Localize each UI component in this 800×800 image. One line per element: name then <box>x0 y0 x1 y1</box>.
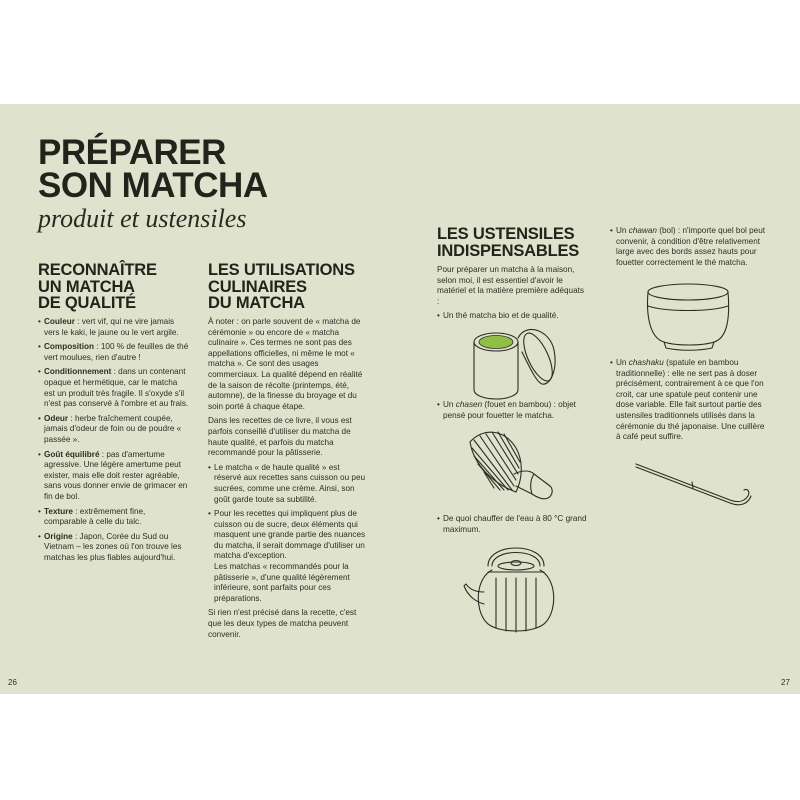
heading-quality <box>38 262 157 312</box>
heading-line: UN MATCHA <box>38 277 135 296</box>
list-item <box>38 532 190 564</box>
list-item <box>208 463 368 505</box>
chawan-bowl-icon <box>636 276 746 356</box>
text: : Japon, Corée du Sud ou Vietnam – les zones où l'on trouve les matchas les plus fiables aujourd'hui. <box>44 531 182 562</box>
list-item <box>38 507 190 528</box>
utensils-chasen <box>437 400 587 425</box>
chashaku-scoop-icon <box>630 456 760 516</box>
utensils-chawan <box>610 226 768 272</box>
text: (bol) : n'importe quel bol peut convenir, à condition d'être relativement large avec des bords assez hauts pour fouetter correctement le thé matcha. <box>616 226 766 267</box>
list-item <box>38 450 190 503</box>
list-item <box>610 358 770 443</box>
heading-line: RECONNAÎTRE <box>38 261 157 279</box>
text: : pas d'amertume agressive. Une légère amertume peut exister, mais elle doit rester agréable, sans vous donner envie de grimacer en fin de bol. <box>44 449 188 501</box>
quality-list <box>38 317 190 567</box>
text: Pour les recettes qui impliquent plus de cuisson ou de sucre, deux éléments qui masquent une grande partie des nuances du matcha, il serait dommage d'utiliser un matcha d'exception. <box>214 509 366 561</box>
heading-utensils <box>437 226 579 259</box>
text: (spatule en bambou traditionnelle) : elle ne sert pas à doser précisément, contrairement à ce que l'on croit, car une spatule peut contenir une dose variable. Elle fait surtout partie des ustensiles traditionnels utilisés dans la cérémonie du thé japonaise. Une cuillère à café peut suffire. <box>616 358 765 442</box>
title-line-2: SON MATCHA <box>38 166 268 205</box>
list-item <box>38 414 190 446</box>
term: Composition <box>44 342 95 352</box>
paragraph: Si rien n'est précisé dans la recette, c'est que les deux types de matcha peuvent convenir. <box>208 608 357 639</box>
utensils-intro <box>437 265 587 326</box>
paragraph: Pour préparer un matcha à la maison, selon moi, il est essentiel d'avoir le matériel et la matière première adéquats : <box>437 265 584 306</box>
book-spread <box>0 104 800 694</box>
text: : vert vif, qui ne vire jamais vers le kaki, le jaune ou le vert argile. <box>44 317 179 337</box>
text: Les matchas « recommandés pour la pâtisserie », d'une qualité légèrement inférieure, sont parfaits pour ces préparations. <box>214 562 350 603</box>
list-item <box>437 400 587 421</box>
list-item <box>610 226 768 268</box>
text: Un thé matcha bio et de qualité. <box>443 311 559 321</box>
teapot-kettle-icon <box>462 536 572 636</box>
list-item <box>38 342 190 363</box>
list-item <box>437 311 587 322</box>
text: (fouet en bambou) : objet pensé pour fouetter le matcha. <box>443 400 576 420</box>
paragraph: Dans les recettes de ce livre, il vous est parfois conseillé d'utiliser du matcha de haute qualité, et parfois du matcha recommandé pour la pâtisserie. <box>208 416 352 458</box>
text: De quoi chauffer de l'eau à 80 °C grand maximum. <box>443 514 587 534</box>
term: chasen <box>455 400 483 409</box>
list-item <box>38 317 190 338</box>
heading-line: DE QUALITÉ <box>38 294 136 312</box>
text: Le matcha « de haute qualité » est réservé aux recettes sans cuisson ou peu sucrées, comme une crème. Ainsi, son goût garde toute sa subtilité. <box>214 462 366 504</box>
heading-line: INDISPENSABLES <box>437 241 580 260</box>
heading-culinary <box>208 262 355 312</box>
term: Texture <box>44 506 73 516</box>
list-item <box>38 367 190 409</box>
text: Un <box>616 226 629 235</box>
heading-line: DU MATCHA <box>208 294 305 312</box>
paragraph: À noter : on parle souvent de « matcha de cérémonie » ou encore de « matcha culinaire ». Ces termes ne sont pas des appellations officielles, ni même le mot « matcha ». Ce sont des usages commerciaux. La qualité dépend en réalité de la saison de récolte (printemps, été, automne), de la finesse du broyage et du soin porté à chaque étape. <box>208 317 363 411</box>
text: Un <box>616 358 629 367</box>
culinary-text <box>208 317 368 644</box>
text: Un <box>443 400 456 409</box>
text: : extrêmement fine, comparable à celle du talc. <box>44 506 146 527</box>
heading-line: LES USTENSILES <box>437 225 575 243</box>
term: Odeur <box>44 413 69 423</box>
heading-line: LES UTILISATIONS <box>208 261 355 279</box>
list-item <box>437 514 589 535</box>
term: chawan <box>628 226 657 235</box>
utensils-chashaku <box>610 358 770 447</box>
matcha-tin-icon <box>466 324 566 404</box>
heading-line: CULINAIRES <box>208 277 307 296</box>
term: Origine <box>44 531 73 541</box>
page-title <box>38 133 268 205</box>
page-number-right: 27 <box>781 678 790 687</box>
term: Conditionnement <box>44 367 112 377</box>
text: : herbe fraîchement coupée, jamais d'odeur de foin ou de poudre « passée ». <box>44 413 182 444</box>
page-subtitle: produit et ustensiles <box>38 204 247 233</box>
title-line-1: PRÉPARER <box>38 133 226 172</box>
term: Goût équilibré <box>44 449 100 459</box>
term: Couleur <box>44 317 75 326</box>
text: : 100 % de feuilles de thé vert moulues, rien d'autre ! <box>44 342 189 362</box>
page-number-left: 26 <box>8 678 17 687</box>
list-item <box>208 509 368 604</box>
text: : dans un contenant opaque et hermétique, car le matcha est un produit très fragile. Il s'oxyde s'il n'est pas conservé à l'ombre et au frais. <box>44 367 189 409</box>
chasen-whisk-icon <box>464 426 564 501</box>
term: chashaku <box>628 358 664 367</box>
